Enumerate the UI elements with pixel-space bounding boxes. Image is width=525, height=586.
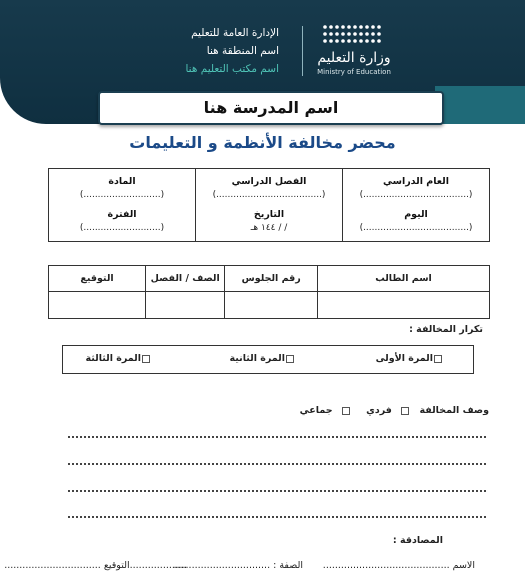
repeat-options-box	[62, 345, 474, 374]
approver-position-field[interactable]: الصفة : ................................	[173, 560, 303, 571]
day-field[interactable]: (.....................................)	[359, 223, 473, 233]
ministry-name: وزارة التعليم	[317, 50, 391, 66]
description-line[interactable]	[68, 490, 486, 492]
class-header: الصف / الفصل	[146, 266, 225, 292]
repeat-label: تكرار المخالفة :	[409, 324, 483, 335]
approval-label: المصادقة :	[392, 535, 443, 546]
individual-option[interactable]	[360, 405, 410, 416]
description-label: وصف المخالفة	[419, 405, 489, 416]
administration-block	[185, 24, 279, 78]
student-name-cell[interactable]	[318, 292, 490, 319]
description-line[interactable]	[68, 436, 486, 438]
form-title: محضر مخالفة الأنظمة و التعليمات	[129, 133, 396, 152]
third-time-label: المرة الثالثة	[85, 353, 141, 364]
checkbox-icon[interactable]	[342, 407, 350, 415]
seat-number-cell[interactable]	[225, 292, 318, 319]
signature-cell[interactable]	[49, 292, 146, 319]
year-field[interactable]: (.....................................)	[359, 190, 473, 200]
description-line[interactable]	[68, 463, 486, 465]
region-name: اسم المنطقة هنا	[206, 45, 279, 57]
date-field[interactable]: / / ١٤٤ هـ	[250, 223, 288, 233]
student-table	[48, 265, 490, 319]
signature-header: التوقيع	[49, 266, 146, 292]
student-table-header	[49, 266, 490, 292]
date-label: التاريخ	[253, 209, 285, 220]
description-line[interactable]	[68, 516, 486, 518]
day-label: اليوم	[404, 209, 428, 220]
school-name-bar: اسم المدرسة هنا	[98, 91, 444, 125]
seat-number-header: رقم الجلوس	[225, 266, 318, 292]
approver-signature-field[interactable]: ...................التوقيع ................................	[4, 560, 187, 571]
subject-label: المادة	[108, 176, 136, 187]
ministry-logo	[315, 22, 393, 82]
semester-label: الفصل الدراسي	[231, 176, 307, 187]
office-name: اسم مكتب التعليم هنا	[185, 63, 279, 75]
year-day-cell	[343, 169, 490, 242]
class-cell[interactable]	[146, 292, 225, 319]
group-label: جماعي	[299, 405, 333, 416]
description-row	[288, 405, 489, 416]
checkbox-icon[interactable]	[142, 355, 150, 363]
ministry-name-en: Ministry of Education	[317, 68, 391, 76]
individual-label: فردي	[366, 405, 392, 416]
general-administration: الإدارة العامة للتعليم	[191, 27, 279, 39]
third-time-option[interactable]	[86, 353, 152, 364]
period-field[interactable]: (...........................)	[79, 223, 165, 233]
student-name-header: اسم الطالب	[318, 266, 490, 292]
period-label: الفترة	[107, 209, 137, 220]
semester-field[interactable]: (.....................................)	[212, 190, 326, 200]
ministry-dots-icon	[315, 22, 393, 48]
group-option[interactable]	[294, 405, 351, 416]
subject-field[interactable]: (...........................)	[79, 190, 165, 200]
year-label: العام الدراسي	[382, 176, 449, 187]
first-time-option[interactable]	[376, 353, 443, 364]
second-time-option[interactable]	[230, 353, 296, 364]
checkbox-icon[interactable]	[286, 355, 294, 363]
checkbox-icon[interactable]	[401, 407, 409, 415]
second-time-label: المرة الثانية	[229, 353, 285, 364]
checkbox-icon[interactable]	[434, 355, 442, 363]
subject-period-cell	[49, 169, 196, 242]
semester-date-cell	[196, 169, 343, 242]
header-accent-strip	[435, 86, 525, 124]
student-table-row	[49, 292, 490, 319]
header-divider	[302, 26, 303, 76]
info-table	[48, 168, 490, 242]
first-time-label: المرة الأولى	[375, 353, 433, 364]
approver-name-field[interactable]: الاسم ..........................................	[322, 560, 475, 571]
